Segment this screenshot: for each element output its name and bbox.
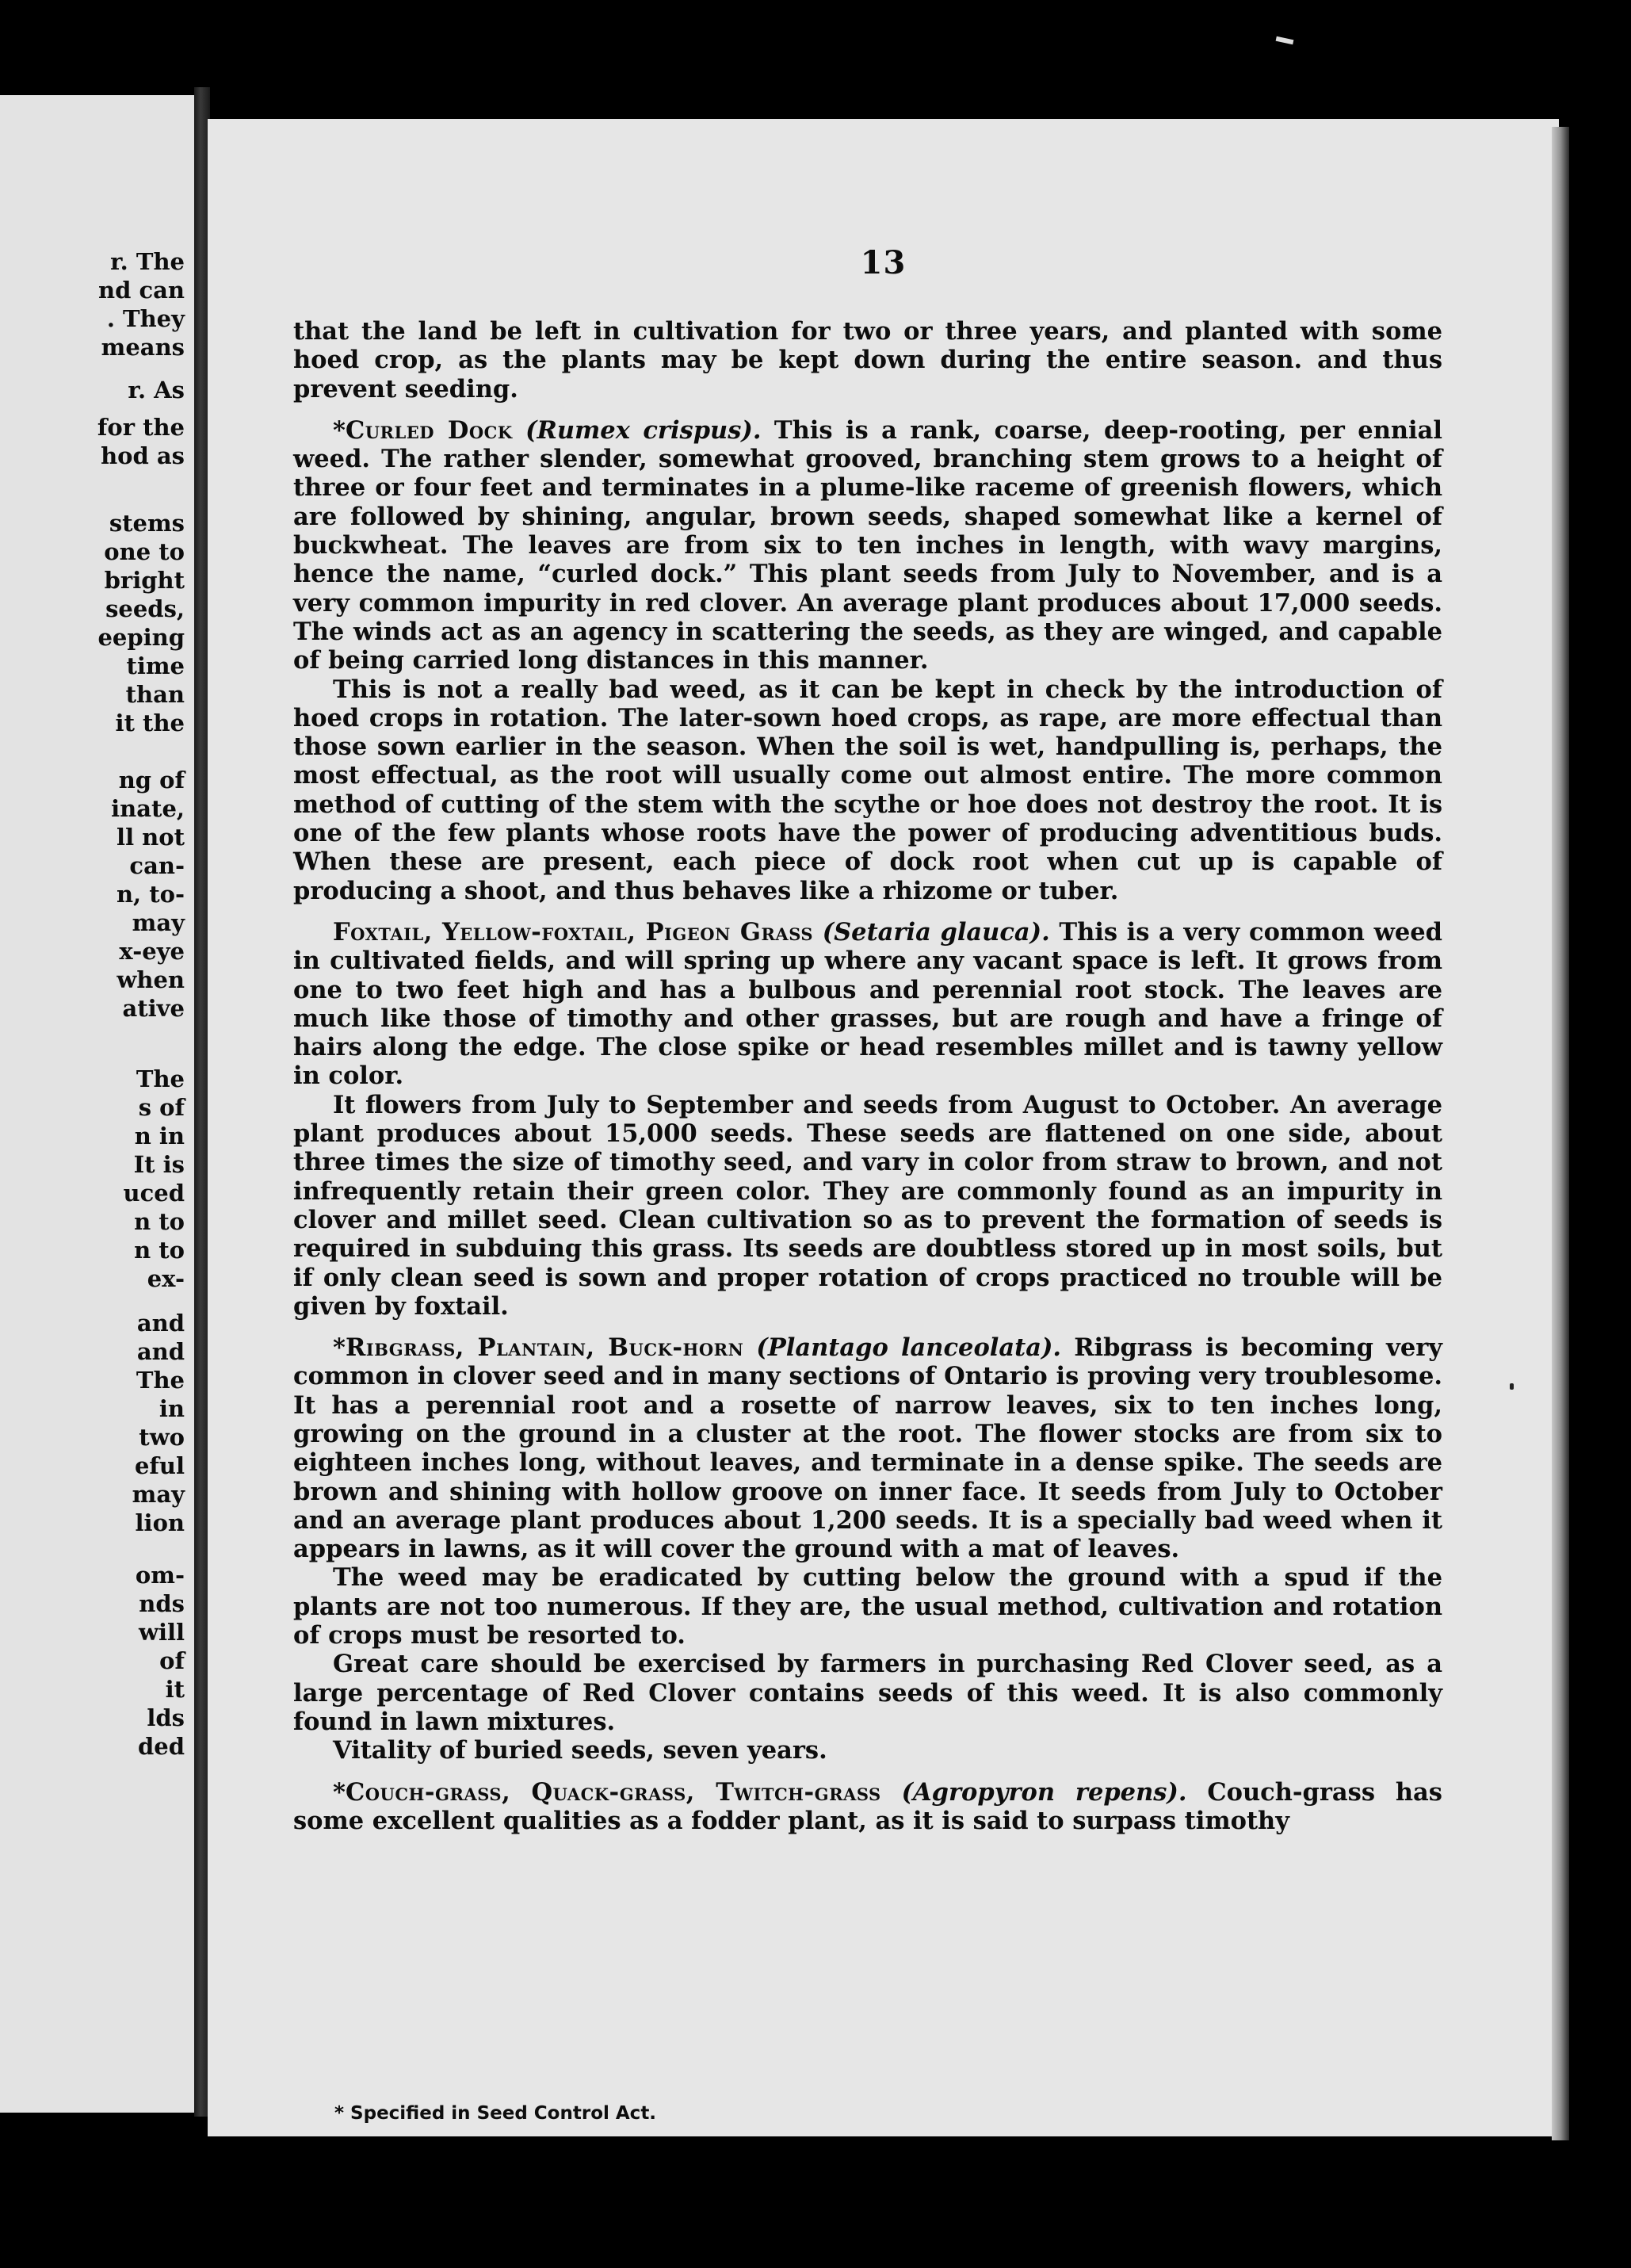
left-page-fragment: and [136,1338,185,1365]
left-page-fragment: in [159,1395,185,1422]
left-page-fragment: . They [106,305,185,332]
specified-marker: * [333,1333,346,1363]
left-page-fragment: it the [115,709,185,736]
ribgrass-eradication-paragraph: The weed may be eradicated by cutting below the ground with a spud if the plants are not too numerous. If they are, the usual method, cultivation and rotation of crops must be resorted to. [293,1563,1442,1650]
left-page-fragment: It is [133,1151,185,1178]
left-page-fragment: nds [139,1590,185,1617]
left-page-fragment: ng of [118,767,185,794]
left-page-fragment: may [132,909,185,936]
foxtail-paragraph [293,918,1442,1091]
left-page-fragment: n to [134,1208,185,1235]
weed-name: Curled Dock [345,415,513,445]
left-page-fragment: The [136,1065,185,1092]
left-page-fragment: time [126,652,185,679]
left-page-fragment: nd can [98,277,185,304]
curled-dock-paragraph [293,416,1442,675]
paragraph-text: Couch-grass has some excellent qualities as a fodder plant, as it is said to surpass timothy [293,1777,1442,1835]
opening-paragraph: that the land be left in cultivation for two or three years, and planted with some hoed crop, as the plants may be kept down during the entire season. and thus prevent seeding. [293,317,1442,403]
page-number: 13 [860,244,907,281]
ribgrass-care-paragraph: Great care should be exercised by farmers in purchasing Red Clover seed, as a large percentage of Red Clover contains seeds of this weed. It is also commonly found in lawn mixtures. [293,1650,1442,1736]
body-text [293,317,1442,1835]
left-page-fragment: s of [138,1094,185,1121]
ribgrass-vitality: Vitality of buried seeds, seven years. [333,1736,827,1765]
specified-marker: * [333,1777,346,1807]
ribgrass-paragraph [293,1333,1442,1563]
left-page-fragment: for the [97,414,185,441]
left-page-fragment: eful [134,1452,185,1479]
left-page-fragment: eeping [97,624,185,651]
left-facing-page [0,95,194,2113]
left-page-fragment: ex- [147,1265,185,1292]
left-page-fragment: inate, [111,795,185,822]
left-page-fragment: ded [137,1733,185,1760]
left-page-fragment: r. As [128,377,185,403]
left-page-fragment: stems [109,510,185,537]
left-page-fragment: uced [123,1180,185,1207]
left-page-fragment: can- [129,852,185,879]
footnote: * Specified in Seed Control Act. [334,2103,657,2124]
latin-name: (Agropyron repens). [901,1777,1187,1807]
curled-dock-control-paragraph: This is not a really bad weed, as it can be kept in check by the introduction of hoed crops in rotation. The later-sown hoed crops, as rape, are more effectual than those sown earlier in the season. When the soil is wet, handpulling is, perhaps, the most effectual, as the root will usually come out almost entire. The more common method of cutting of the stem with the scythe or hoe does not destroy the root. It is one of the few plants whose roots have the power of producing adventitious buds. When these are present, each piece of dock root when cut up is capable of producing a shoot, and thus behaves like a rhizome or tuber. [293,675,1442,905]
left-page-fragment: x-eye [119,938,185,965]
weed-name: Couch-grass, Quack-grass, Twitch-grass [345,1777,881,1807]
left-page-fragment: lds [147,1704,185,1731]
scan-speck [1510,1383,1514,1390]
specified-marker: * [333,415,346,445]
latin-name: (Plantago lanceolata). [756,1333,1062,1363]
left-page-fragment: when [116,966,185,993]
left-page-fragment: and [136,1310,185,1337]
couch-grass-paragraph [293,1778,1442,1836]
left-page-fragment: may [132,1481,185,1508]
left-page-fragment: The [136,1367,185,1394]
left-page-fragment: n to [134,1237,185,1264]
paragraph-text: This is a rank, coarse, deep-rooting, per ennial weed. The rather slender, somewhat grooved, branching stem grows to a height of three or four feet and terminates in a plume-like raceme of greenish flowers, which are followed by shining, angular, brown seeds, shaped somewhat like a kernel of buckwheat. The leaves are from six to ten inches in length, with wavy margins, hence the name, “curled dock.” This plant seeds from July to November, and is a very common impurity in red clover. An average plant produces about 17,000 seeds. The winds act as an agency in scattering the seeds, as they are winged, and capable of being carried long distances in this manner. [293,415,1442,675]
left-page-fragment: bright [104,567,185,594]
paragraph-text: This is a very common weed in cultivated fields, and will spring up where any vacant space is left. It grows from one to two feet high and has a bulbous and perennial root stock. The leaves are much like those of timothy and other grasses, but are rough and have a fringe of hairs along the edge. The close spike or head resembles millet and is tawny yellow in color. [293,917,1443,1091]
latin-name: (Rumex crispus). [525,415,762,445]
left-page-fragment: of [159,1647,185,1674]
weed-name: Foxtail, Yellow-foxtail, Pigeon Grass [333,917,814,947]
left-page-fragment: om- [135,1562,185,1589]
main-page [208,119,1559,2136]
left-page-fragment: will [138,1619,185,1646]
left-page-fragment: ative [122,995,185,1022]
left-page-fragment: n in [134,1123,185,1149]
left-page-fragment: ll not [116,824,185,851]
left-page-fragment: r. The [110,248,185,275]
paragraph-text: Ribgrass is becoming very common in clover seed and in many sections of Ontario is proving very troublesome. It has a perennial root and a rosette of narrow leaves, six to ten inches long, growing on the ground in a cluster at the root. The flower stocks are from six to eighteen inches long, without leaves, and terminate in a dense spike. The seeds are brown and shining with hollow groove on inner face. It seeds from July to October and an average plant produces about 1,200 seeds. It is a specially bad weed when it appears in lawns, as it will cover the ground with a mat of leaves. [293,1333,1443,1564]
left-page-fragment: it [165,1676,185,1703]
left-page-fragment: seeds, [105,595,185,622]
scan-mark [1276,36,1294,44]
left-page-fragment: lion [135,1509,185,1536]
left-page-fragment: one to [104,538,185,565]
left-page-fragment: hod as [101,442,185,469]
left-page-fragment: than [125,681,185,708]
foxtail-seeding-paragraph: It flowers from July to September and seeds from August to October. An average plant produces about 15,000 seeds. These seeds are flattened on one side, about three times the size of timothy seed, and vary in color from straw to brown, and not infrequently retain their green color. They are commonly found as an impurity in clover and millet seed. Clean cultivation so as to prevent the formation of seeds is required in subduing this grass. Its seeds are doubtless stored up in most soils, but if only clean seed is sown and proper rotation of crops practiced no trouble will be given by foxtail. [293,1090,1442,1321]
left-page-fragment: means [101,334,185,361]
left-page-fragment: n, to- [116,881,185,908]
weed-name: Ribgrass, Plantain, Buck-horn [345,1333,744,1363]
page-edge [1552,127,1569,2140]
left-page-fragment: two [139,1424,185,1451]
latin-name: (Setaria glauca). [822,917,1050,947]
